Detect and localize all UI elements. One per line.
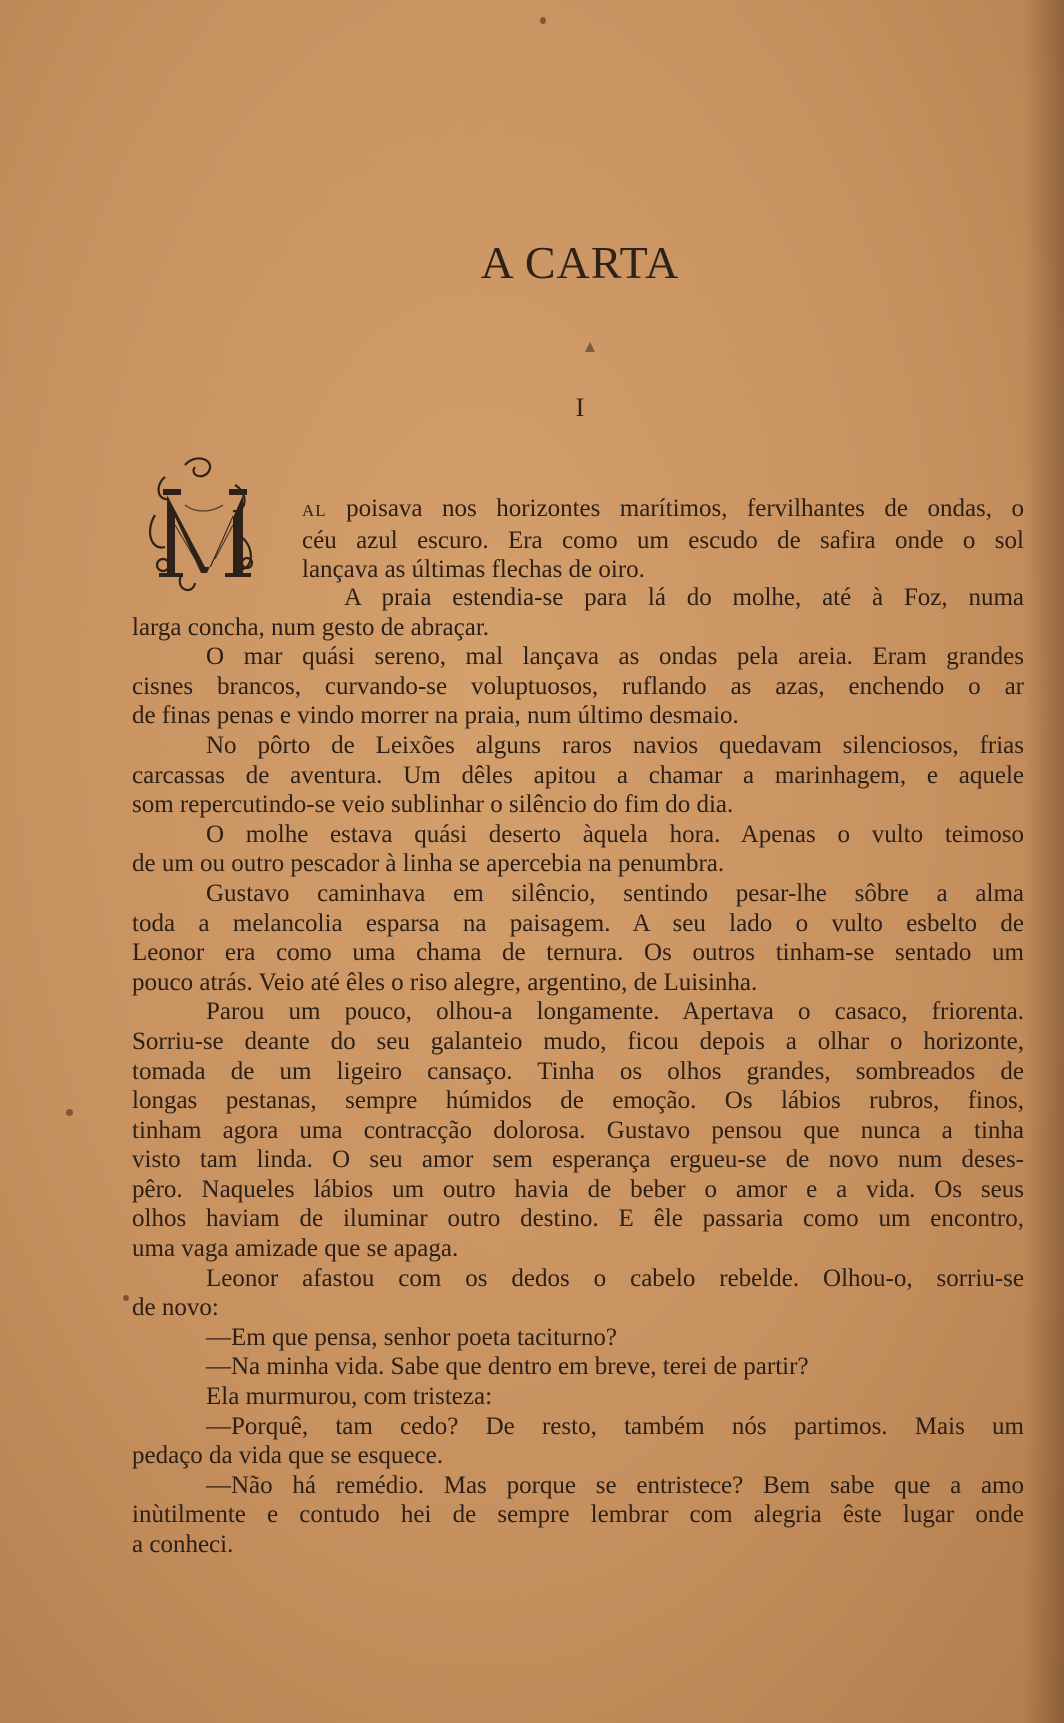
text-line: toda a melancolia esparsa na paisagem. A seu lado o vulto esbelto de [132,909,1024,937]
text-line: No pôrto de Leixões alguns raros navios quedavam silenciosos, frias [206,731,1024,759]
text-line-content: poisava nos horizontes marítimos, fervilhantes de ondas, o [346,495,1025,522]
page-title: A CARTA [480,237,680,288]
text-line: Leonor afastou com os dedos o cabelo rebelde. Olhou-o, sorriu-se [206,1264,1024,1292]
text-line: tinham agora uma contracção dolorosa. Gustavo pensou que nunca a tinha [132,1116,1024,1144]
text-line: —Em que pensa, senhor poeta taciturno? [206,1323,617,1351]
text-line: olhos haviam de iluminar outro destino. E êle passaria como um encontro, [132,1205,1024,1233]
text-line: visto tam linda. O seu amor sem esperança ergueu-se de novo num deses- [132,1146,1024,1174]
text-line: de um ou outro pescador à linha se apercebia na penumbra. [132,850,725,878]
ornament-icon [583,340,597,354]
paper-stain [540,17,546,24]
text-line: O mar quási sereno, mal lançava as ondas pela areia. Eram grandes [206,643,1024,671]
decorative-dropcap-m [145,455,265,600]
text-line: uma vaga amizade que se apaga. [132,1235,459,1263]
paper-stain [123,1295,129,1301]
text-line: larga concha, num gesto de abraçar. [132,613,490,641]
text-line: pêro. Naqueles lábios um outro havia de beber o amor e a vida. Os seus [132,1175,1024,1203]
text-line: de finas penas e vindo morrer na praia, num último desmaio. [132,702,739,730]
text-line: Sorriu-se deante do seu galanteio mudo, ficou depois a olhar o horizonte, [132,1027,1024,1055]
text-line: —Porquê, tam cedo? De resto, também nós partimos. Mais um [206,1412,1024,1440]
chapter-number: I [575,393,585,422]
paper-stain [66,1109,73,1116]
text-line: Ela murmurou, com tristeza: [206,1383,493,1411]
text-line: Leonor era como uma chama de ternura. Os outros tinham-se sentado um [132,939,1024,967]
text-line: —Não há remédio. Mas porque se entristece? Bem sabe que a amo [206,1471,1024,1499]
text-line: cisnes brancos, curvando-se voluptuosos, ruflando as azas, enchendo o ar [132,672,1024,700]
text-line: a conheci. [132,1531,234,1558]
text-line: lançava as últimas flechas de oiro. [302,556,645,584]
body-text [132,583,1024,1560]
text-line: Parou um pouco, olhou-a longamente. Apertava o casaco, friorenta. [206,998,1024,1026]
text-line: O molhe estava quási deserto àquela hora. Apenas o vulto teimoso [206,820,1024,848]
text-line: tomada de um ligeiro cansaço. Tinha os olhos grandes, sombreados de [132,1057,1024,1085]
first-word-rest: AL [302,501,327,520]
text-line: A praia estendia-se para lá do molhe, até à Foz, numa [344,584,1024,611]
text-line: de novo: [132,1294,219,1322]
text-line [302,494,1024,526]
text-line: inùtilmente e contudo hei de sempre lembrar com alegria êste lugar onde [132,1501,1024,1529]
text-line: pedaço da vida que se esquece. [132,1442,443,1470]
text-line: —Na minha vida. Sabe que dentro em breve, terei de partir? [206,1353,809,1381]
text-line: longas pestanas, sempre húmidos de emoção. Os lábios rubros, finos, [132,1087,1024,1115]
text-line: pouco atrás. Veio até êles o riso alegre, argentino, de Luisinha. [132,968,758,996]
lead-paragraph [302,494,1024,585]
text-line: som repercutindo-se veio sublinhar o silêncio do fim do dia. [132,791,734,819]
text-line: Gustavo caminhava em silêncio, sentindo pesar-lhe sôbre a alma [206,879,1024,907]
text-line: carcassas de aventura. Um dêles apitou a chamar a marinhagem, e aquele [132,761,1024,789]
text-line: céu azul escuro. Era como um escudo de safira onde o sol [302,526,1024,554]
